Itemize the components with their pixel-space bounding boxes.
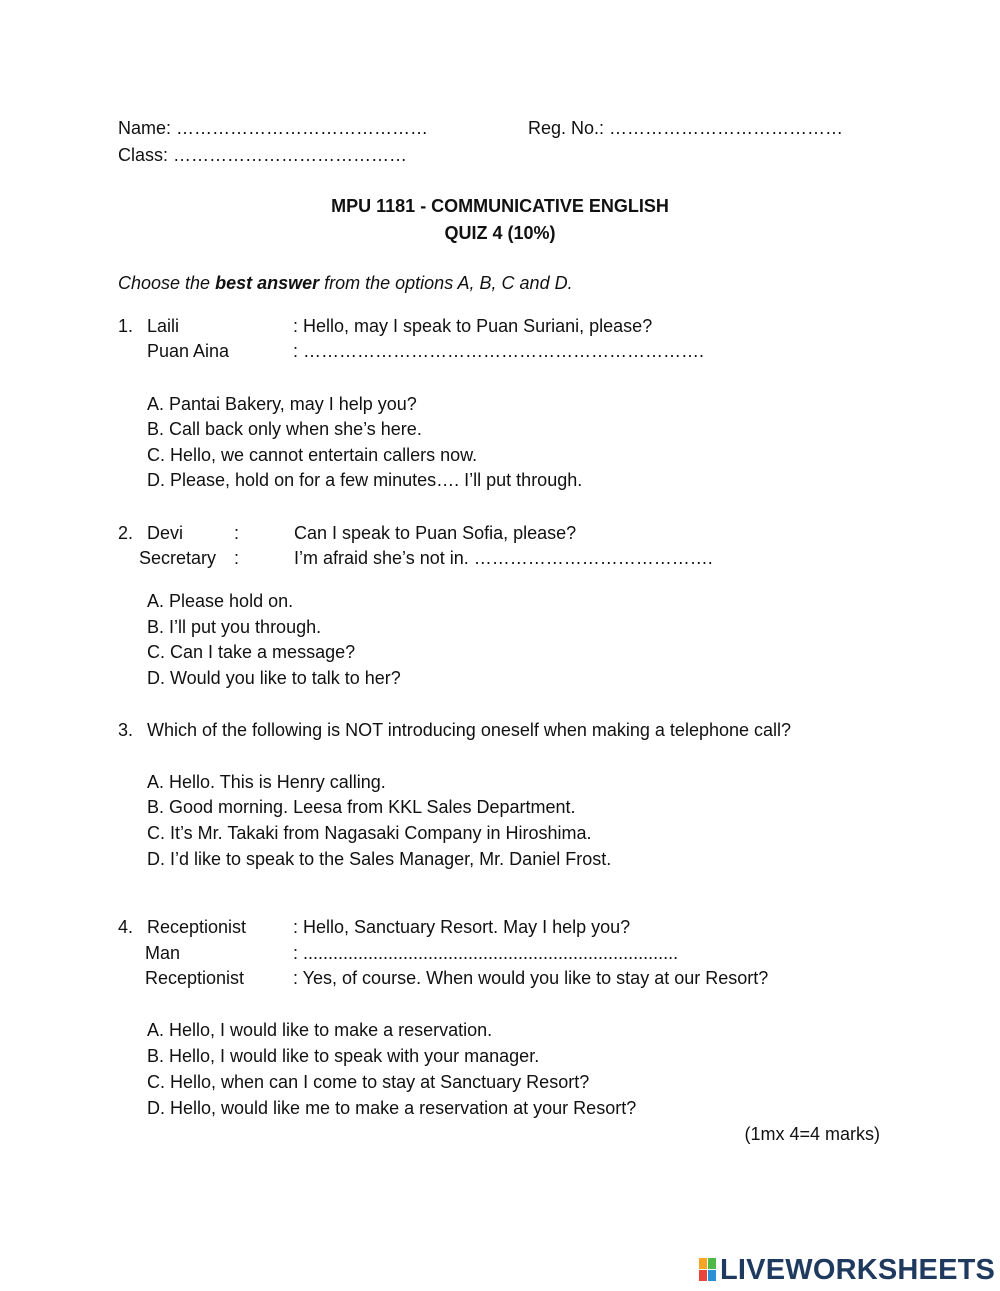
q4-line-1: : Hello, Sanctuary Resort. May I help you?: [293, 917, 631, 937]
q1-option-c[interactable]: C. Hello, we cannot entertain callers now.: [147, 445, 478, 465]
q4-speaker-3: Receptionist: [145, 968, 245, 988]
q1-number: 1.: [118, 316, 134, 336]
liveworksheets-logo-icon: [699, 1258, 717, 1282]
q4-line-3: : Yes, of course. When would you like to stay at our Resort?: [293, 968, 769, 988]
q3-option-b[interactable]: B. Good morning. Leesa from KKL Sales Department.: [147, 797, 576, 817]
q1-line-2: : ………………………………………………………….: [293, 341, 705, 361]
q2-line-1: Can I speak to Puan Sofia, please?: [294, 523, 577, 543]
q3-option-c[interactable]: C. It’s Mr. Takaki from Nagasaki Company in Hiroshima.: [147, 823, 592, 843]
q1-speaker-2: Puan Aina: [147, 341, 230, 361]
q2-speaker-2: Secretary: [139, 548, 217, 568]
liveworksheets-watermark[interactable]: LIVEWORKSHEETS: [720, 1254, 996, 1286]
reg-no-field: Reg. No.: …………………………………: [528, 118, 844, 138]
class-field: Class: …………………………………: [118, 145, 408, 165]
quiz-title: QUIZ 4 (10%): [444, 223, 556, 243]
instructions: [118, 273, 573, 294]
q4-option-d[interactable]: D. Hello, would like me to make a reservation at your Resort?: [147, 1098, 637, 1118]
q2-colon-1: :: [234, 523, 240, 543]
q3-number: 3.: [118, 720, 134, 740]
q4-speaker-2: Man: [145, 943, 181, 963]
instructions-after: from the options A, B, C and D.: [319, 273, 573, 293]
q2-colon-2: :: [234, 548, 240, 568]
q4-number: 4.: [118, 917, 134, 937]
q4-option-c[interactable]: C. Hello, when can I come to stay at Sanctuary Resort?: [147, 1072, 590, 1092]
q1-option-a[interactable]: A. Pantai Bakery, may I help you?: [147, 394, 417, 414]
q1-line-1: : Hello, may I speak to Puan Suriani, please?: [293, 316, 653, 336]
q3-option-d[interactable]: D. I’d like to speak to the Sales Manager, Mr. Daniel Frost.: [147, 849, 612, 869]
q2-speaker-1: Devi: [147, 523, 184, 543]
q2-option-d[interactable]: D. Would you like to talk to her?: [147, 668, 401, 688]
instructions-bold: best answer: [215, 273, 320, 293]
q4-line-2: : ...........................................................................: [293, 943, 679, 963]
q1-speaker-1: Laili: [147, 316, 180, 336]
q2-option-a[interactable]: A. Please hold on.: [147, 591, 294, 611]
marks-note: (1mx 4=4 marks): [744, 1124, 880, 1144]
instructions-before: Choose the: [118, 273, 216, 293]
name-field: Name: ……………………………………: [118, 118, 429, 138]
q4-speaker-1: Receptionist: [147, 917, 247, 937]
q3-text: Which of the following is NOT introducing oneself when making a telephone call?: [147, 720, 792, 740]
q2-number: 2.: [118, 523, 134, 543]
q4-option-a[interactable]: A. Hello, I would like to make a reservation.: [147, 1020, 493, 1040]
course-title: MPU 1181 - COMMUNICATIVE ENGLISH: [331, 196, 669, 216]
q3-option-a[interactable]: A. Hello. This is Henry calling.: [147, 772, 386, 792]
q2-line-2: I’m afraid she’s not in. ………………………………….: [294, 548, 713, 568]
q1-option-b[interactable]: B. Call back only when she’s here.: [147, 419, 422, 439]
q4-option-b[interactable]: B. Hello, I would like to speak with your manager.: [147, 1046, 540, 1066]
q2-option-b[interactable]: B. I’ll put you through.: [147, 617, 322, 637]
q2-option-c[interactable]: C. Can I take a message?: [147, 642, 356, 662]
q1-option-d[interactable]: D. Please, hold on for a few minutes…. I’ll put through.: [147, 470, 583, 490]
